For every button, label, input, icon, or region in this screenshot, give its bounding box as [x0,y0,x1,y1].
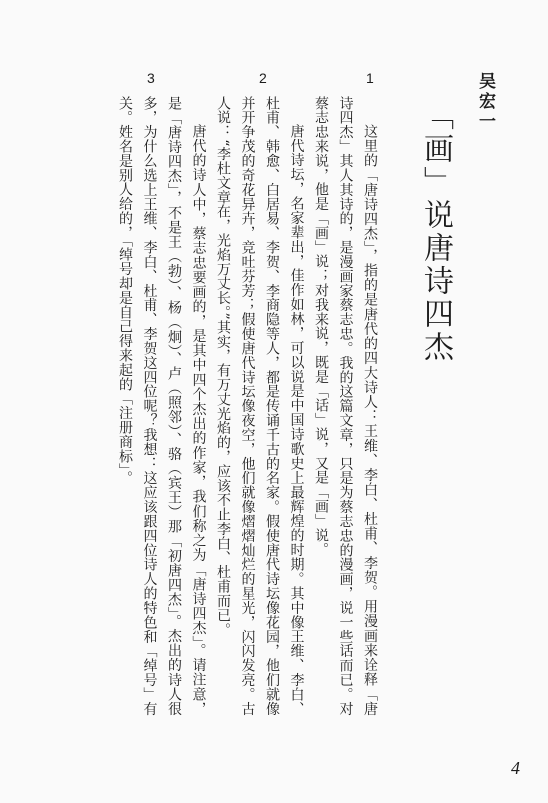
article-title: 「画」说唐诗四杰 [418,100,453,364]
article-body [28,96,382,716]
section-number-1: 1 [366,70,374,86]
author-name: 吴宏一 [475,72,495,132]
section-number-2: 2 [259,70,267,86]
section-number-3: 3 [147,70,155,86]
section-paragraph-1: 这里的「唐诗四杰」，指的是唐代的四大诗人：王维、李白、杜甫、李贺。用漫画来诠释「唐诗四杰」其人其诗的，是漫画家蔡志忠。我的这篇文章，只是为蔡志忠的漫画，说一些话而已。对蔡志忠来说，他是「画」说；对我来说，既是「话」说，又是「画」说。 [313,96,378,716]
section-paragraph-2: 唐代诗坛，名家辈出，佳作如林，可以说是中国诗歌史上最辉煌的时期。其中像王维、李白、杜甫、韩愈、白居易、李贺、李商隐等人，都是传诵千古的名家。假使唐代诗坛像花园，他们就像并开争茂的奇花异卉，竞吐芬芳；假使唐代诗坛像夜空，他们就像熠熠灿烂的星光，闪闪发亮。古人说：“李杜文章在，光焰万丈长。”其实，有万丈光焰的，应该不止李白、杜甫而已。 [215,96,305,716]
section-paragraph-3: 唐代的诗人中，蔡志忠要画的，是其中四个杰出的作家，我们称之为「唐诗四杰」。请注意，是「唐诗四杰」，不是王（勃）、杨（炯）、卢（照邻）、骆（宾王）那「初唐四杰」。杰出的诗人很多，为什么选上王维、李白、杜甫、李贺这四位呢？我想：这应该跟四位诗人的特色和「绰号」有关。姓名是别人给的，「绰号却是自己得来起的「注册商标」。 [117,96,207,716]
page-number: 4 [511,758,520,778]
